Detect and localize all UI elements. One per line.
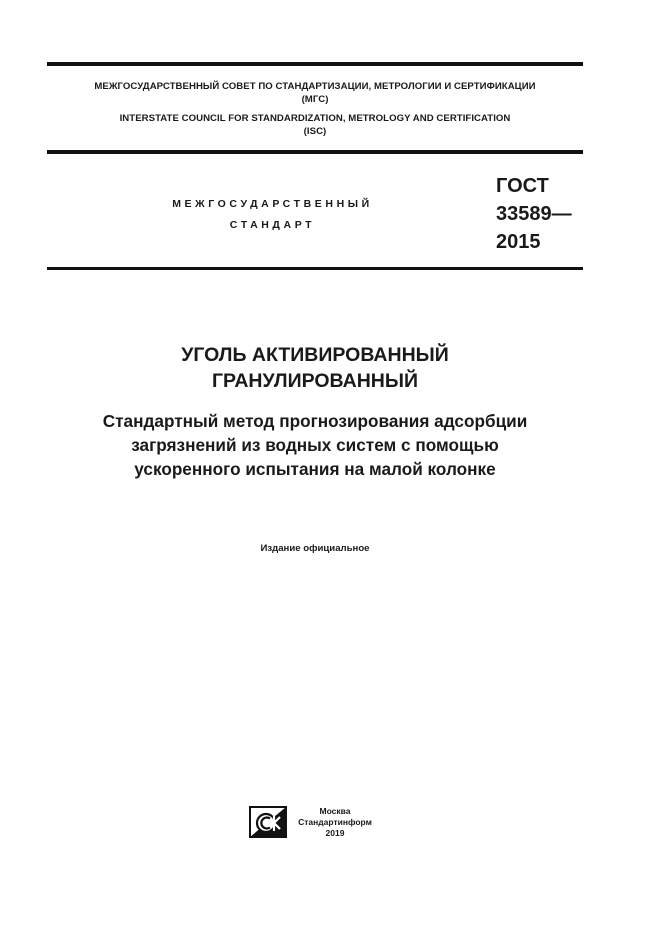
council-ru-line2: (МГС): [301, 94, 329, 105]
header-rule: [47, 150, 583, 154]
subtitle-line2: загрязнений из водных систем с помощью: [131, 435, 499, 455]
subtitle-line3: ускоренного испытания на малой колонке: [134, 459, 496, 479]
subtitle-line1: Стандартный метод прогнозирования адсорбции: [102, 411, 528, 431]
standard-label-line2: СТАНДАРТ: [229, 219, 316, 231]
standard-rule: [47, 267, 583, 270]
imprint-year: 2019: [325, 828, 345, 838]
gost-number: [496, 172, 596, 256]
standartinform-logo-icon: [249, 806, 287, 838]
imprint-publisher: Стандартинформ: [298, 817, 372, 827]
gost-line2: 33589—: [496, 203, 572, 225]
imprint-city: Москва: [319, 806, 351, 816]
top-rule: [47, 62, 583, 66]
council-en-line1: INTERSTATE COUNCIL FOR STANDARDIZATION, METROLOGY AND CERTIFICATION: [119, 113, 511, 124]
standard-label-line1: МЕЖГОСУДАРСТВЕННЫЙ: [172, 198, 373, 210]
imprint: [290, 806, 380, 839]
gost-line1: ГОСТ: [496, 175, 549, 197]
gost-line3: 2015: [496, 231, 541, 253]
council-en-line2: (ISC): [303, 126, 327, 137]
edition-label: Издание официальное: [260, 543, 370, 554]
council-ru-line1: МЕЖГОСУДАРСТВЕННЫЙ СОВЕТ ПО СТАНДАРТИЗАЦИИ, МЕТРОЛОГИИ И СЕРТИФИКАЦИИ: [94, 81, 536, 92]
title-line1: УГОЛЬ АКТИВИРОВАННЫЙ: [181, 344, 449, 366]
title-line2: ГРАНУЛИРОВАННЫЙ: [212, 370, 418, 392]
